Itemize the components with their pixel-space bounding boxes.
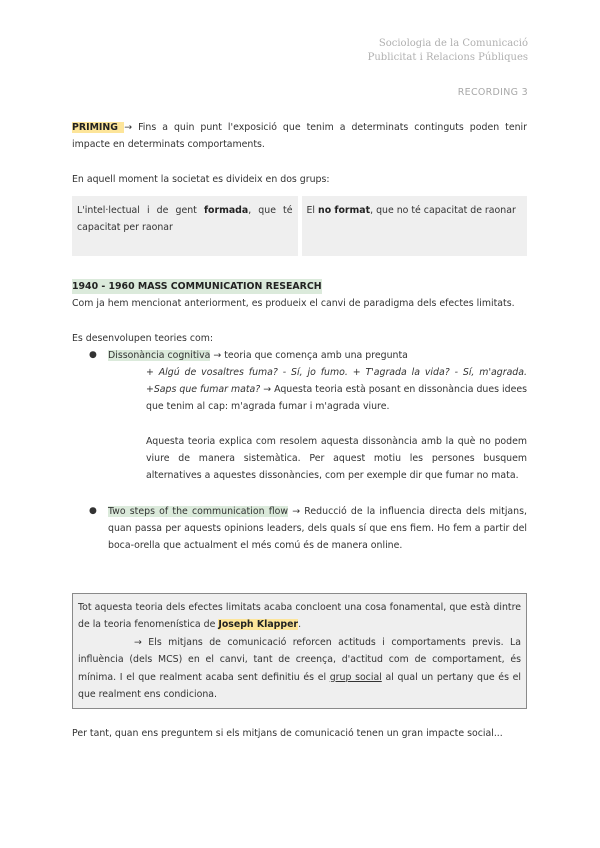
two-steps-text: → Reducció de la influencia directa dels mitjans, quan passa per aquests opinions leaders, dels quals sí que ens fiem. Ho fem a partir del boca-orella que actualment el més comú és de manera online. — [108, 506, 527, 551]
group-right-bold: no format — [318, 205, 371, 216]
closing-paragraph: Per tant, quan ens preguntem si els mitjans de comunicació tenen un gran impacte social... — [72, 728, 503, 739]
group-uneducated-cell — [302, 196, 528, 256]
dissonance-text: → teoria que comença amb una pregunta — [210, 350, 408, 361]
group-right-suffix: , que no té capacitat de raonar — [370, 205, 516, 216]
group-left-prefix: L'intel·lectual i de gent — [77, 205, 204, 216]
bullet-dot-icon: ● — [89, 506, 97, 516]
dissonance-explanation: Aquesta teoria explica com resolem aquesta dissonància amb la què no podem viure de manera sistemàtica. Per aquest motiu les persones busquem alternatives a aquestes dissonàncies, com per exemple dir que fumar no mata. — [146, 436, 527, 481]
dissonance-term: Dissonància cognitiva — [108, 350, 211, 361]
recording-label: RECORDING 3 — [457, 87, 528, 98]
klapper-conclusion-text: → Els mitjans de comunicació reforcen actituds i comportaments previs. La influència (dels MCS) en el canvi, tant de creença, d'actitud com de comportament, és mínima. I el que realment acaba sent definitiu és el — [78, 636, 521, 683]
bullet-dissonance — [108, 347, 527, 364]
klapper-conclusion — [78, 634, 521, 704]
paradigm-paragraph: Com ja hem mencionat anteriorment, es produeix el canvi de paradigma dels efectes limitats. — [72, 298, 515, 309]
groups-table — [72, 196, 527, 256]
group-educated-cell — [72, 196, 298, 256]
header-course: Sociologia de la Comunicació — [378, 38, 528, 49]
header-degree: Publicitat i Relacions Públiques — [367, 52, 528, 63]
priming-term: PRIMING — [72, 122, 125, 133]
theories-intro: Es desenvolupen teories com: — [72, 333, 214, 344]
klapper-conclusion-end: al qual un pertany que és el que realment ens condiciona. — [78, 671, 521, 701]
group-left-suffix: , que té capacitat per raonar — [77, 205, 293, 233]
dissonance-example-italic: + Algú de vosaltres fuma? - Sí, jo fumo. + T'agrada la vida? - Sí, m'agrada. +Saps que fumar mata? — [146, 367, 527, 395]
division-intro: En aquell moment la societat es divideix en dos grups: — [72, 174, 330, 185]
dissonance-example-text: → Aquesta teoria està posant en dissonància dues idees que tenim al cap: m'agrada fumar i m'agrada viure. — [146, 384, 527, 412]
klapper-name: Joseph Klapper — [218, 619, 299, 631]
group-right-prefix: El — [306, 205, 319, 216]
bullet-two-steps — [108, 503, 527, 554]
klapper-intro — [78, 599, 521, 634]
section-title: 1940 - 1960 MASS COMMUNICATION RESEARCH — [72, 281, 322, 292]
priming-text: → Fins a quin punt l'exposició que tenim a determinats continguts poden tenir impacte en determinats comportaments. — [72, 122, 527, 150]
priming-paragraph — [72, 119, 527, 153]
klapper-intro-text: Tot aquesta teoria dels efectes limitats acaba concloent una cosa fonamental, que està dintre de la teoria fenomenística de — [78, 602, 521, 631]
dissonance-example — [146, 364, 527, 415]
klapper-box — [72, 593, 527, 709]
grup-social-term: grup social — [329, 671, 382, 683]
klapper-intro-end: . — [298, 619, 302, 631]
bullet-dot-icon: ● — [89, 350, 97, 360]
page-header — [368, 37, 528, 65]
group-left-bold: formada — [203, 205, 249, 216]
two-steps-term: Two steps of the communication flow — [108, 506, 289, 517]
